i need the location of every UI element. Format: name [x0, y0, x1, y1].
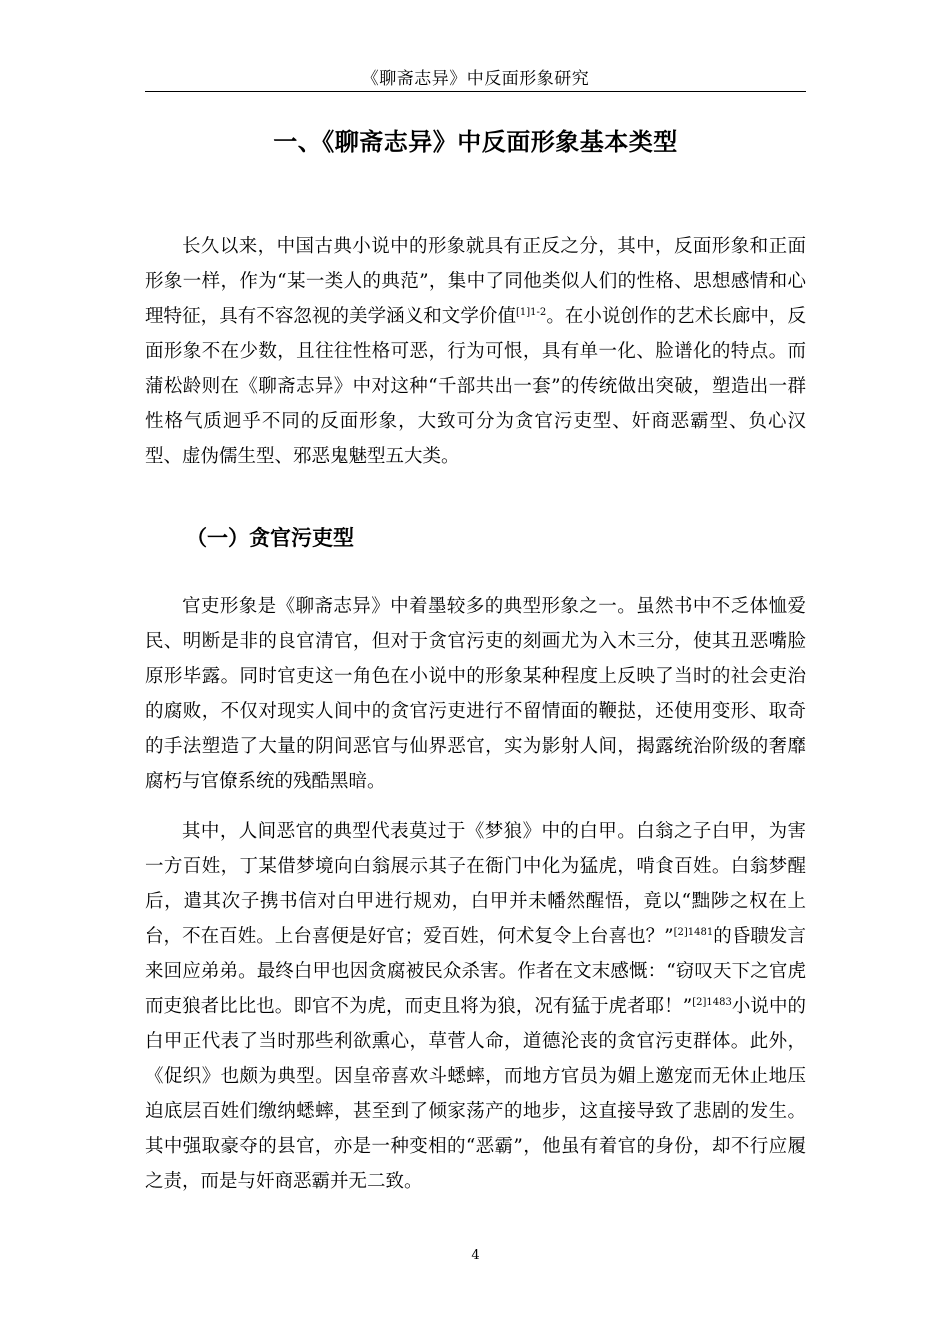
section-paragraph-2 [145, 814, 806, 1199]
para2-text-b: 的昏聩发言来回应弟弟。最终白甲也因贪腐被民众杀害。作者在文末感慨：“窃叹天下之官虎而吏狼者比比也。即官不为虎，而吏且将为狼，况有猛于虎者耶！” [145, 926, 806, 1017]
citation-1: [1]1-2 [516, 307, 547, 318]
intro-text-a: 长久以来，中国古典小说中的形象就具有正反之分，其中，反面形象和正面形象一样，作为“某一类人的典范”，集中了同他类似人们的性格、思想感情和心理特征，具有不容忽视的美学涵义和文学价值 [145, 236, 806, 327]
running-header: 《聊斋志异》中反面形象研究 [361, 69, 590, 89]
chapter-title: 一、《聊斋志异》中反面形象基本类型 [273, 128, 678, 156]
intro-text-b: 。在小说创作的艺术长廊中，反面形象不在少数，且往往性格可恶，行为可恨，具有单一化、脸谱化的特点。而蒲松龄则在《聊斋志异》中对这种“千部共出一套”的传统做出突破，塑造出一群性格气质迥乎不同的反面形象，大致可分为贪官污吏型、奸商恶霸型、负心汉型、虚伪儒生型、邪恶鬼魅型五大类。 [145, 306, 806, 467]
citation-2: [2]1481 [673, 927, 714, 938]
section-heading: （一）贪官污吏型 [186, 526, 354, 550]
para2-text-a: 其中，人间恶官的典型代表莫过于《梦狼》中的白甲。白翁之子白甲，为害一方百姓，丁某借梦境向白翁展示其子在衙门中化为猛虎，啃食百姓。白翁梦醒后，遣其次子携书信对白甲进行规劝，白甲并未幡然醒悟，竟以“黜陟之权在上台，不在百姓。上台喜便是好官；爱百姓，何术复令上台喜也？” [145, 821, 806, 947]
intro-paragraph [145, 229, 806, 474]
para2-text-c: 小说中的白甲正代表了当时那些利欲熏心，草菅人命，道德沦丧的贪官污吏群体。此外，《促织》也颇为典型。因皇帝喜欢斗蟋蟀，而地方官员为媚上邀宠而无休止地压迫底层百姓们缴纳蟋蟀，甚至到了倾家荡产的地步，这直接导致了悲剧的发生。其中强取豪夺的县官，亦是一种变相的“恶霸”，他虽有着官的身份，却不行应履之责，而是与奸商恶霸并无二致。 [145, 996, 806, 1192]
page-number: 4 [471, 1248, 480, 1263]
citation-3: [2]1483 [692, 997, 732, 1008]
section-paragraph-1: 官吏形象是《聊斋志异》中着墨较多的典型形象之一。虽然书中不乏体恤爱民、明断是非的良官清官，但对于贪官污吏的刻画尤为入木三分，使其丑恶嘴脸原形毕露。同时官吏这一角色在小说中的形象某种程度上反映了当时的社会吏治的腐败，不仅对现实人间中的贪官污吏进行不留情面的鞭挞，还使用变形、取奇的手法塑造了大量的阴间恶官与仙界恶官，实为影射人间，揭露统治阶级的奢靡腐朽与官僚系统的残酷黑暗。 [145, 596, 806, 792]
header-rule [145, 91, 806, 92]
